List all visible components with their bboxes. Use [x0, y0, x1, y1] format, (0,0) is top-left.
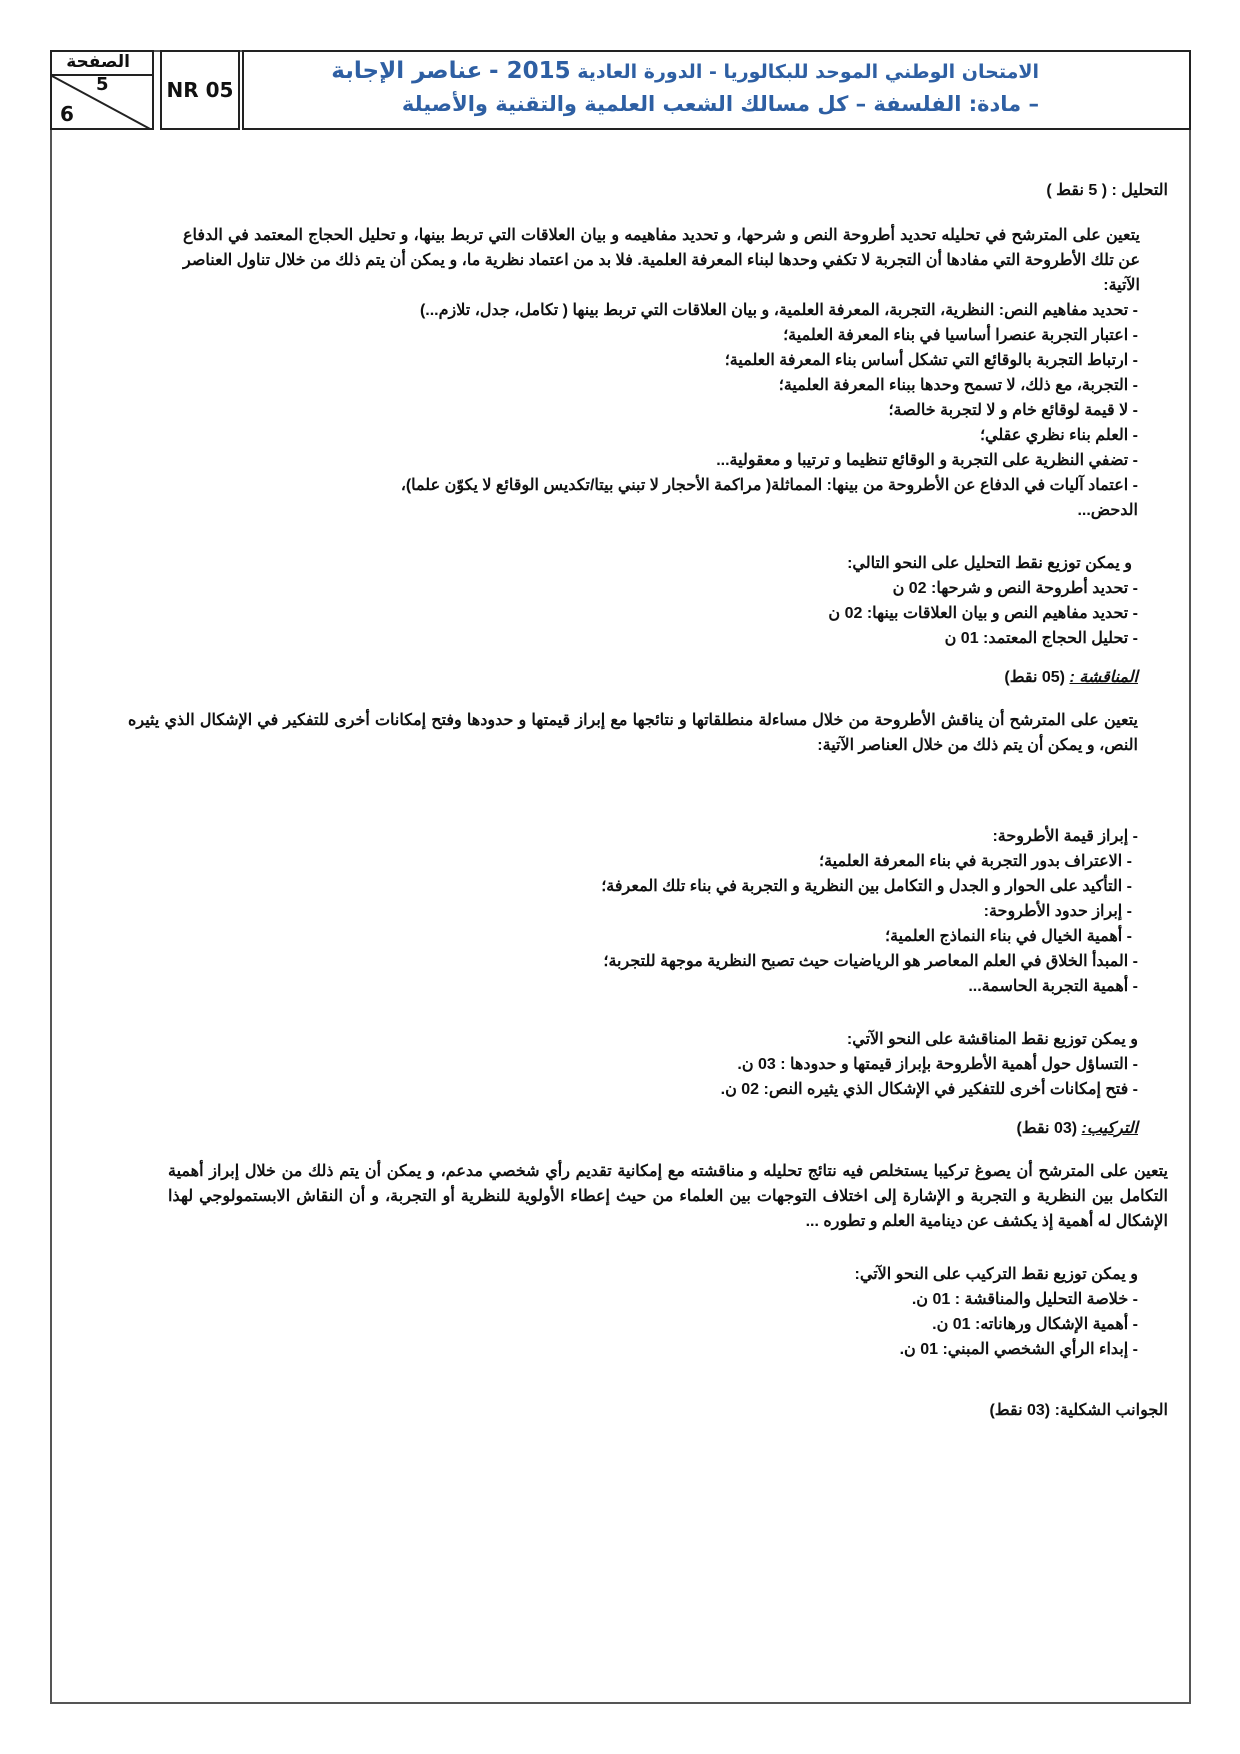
- formal-title: الجوانب الشكلية:: [1054, 1402, 1168, 1419]
- distribution-item: - تحليل الحجاج المعتمد: 01 ن: [944, 630, 1138, 647]
- header-title-line1: [331, 58, 1039, 84]
- distribution-intro: و يمكن توزيع نقط التحليل على النحو التالي:: [847, 555, 1132, 572]
- analysis-items: [168, 298, 1138, 523]
- list-item: - تضفي النظرية على التجربة و الوقائع تنظيما و ترتيبا و معقولية...: [716, 452, 1138, 469]
- page-label: الصفحة: [66, 52, 130, 72]
- analysis-points: ( 5 نقط ): [1046, 182, 1108, 199]
- page-current: 5: [96, 74, 109, 95]
- analysis-paragraph: يتعين على المترشح في تحليله تحديد أطروحة النص و شرحها، و تحديد مفاهيمه و بيان العلاقات التي تربط بينها، و تحليل الحجاج المعتمد في الدفاع عن تلك الأطروحة التي مفادها أن التجربة لا تكفي وحدها لبناء المعرفة العلمية. فلا بد من اعتماد نظرية ما، و يمكن أن يتم ذلك من خلال تناول العناصر الآتية:: [183, 227, 1140, 294]
- discussion-items: [168, 824, 1138, 999]
- discussion-title: المناقشة :: [1069, 669, 1138, 686]
- list-item: - ارتباط التجربة بالوقائع التي تشكل أساس بناء المعرفة العلمية؛: [724, 352, 1138, 369]
- distribution-item: - خلاصة التحليل والمناقشة : 01 ن.: [911, 1291, 1138, 1308]
- title-suffix: عناصر الإجابة: [331, 58, 483, 84]
- analysis-distribution: [168, 551, 1138, 651]
- distribution-item: - فتح إمكانات أخرى للتفكير في الإشكال الذي يثيره النص: 02 ن.: [720, 1081, 1138, 1098]
- list-item: - اعتبار التجربة عنصرا أساسيا في بناء المعرفة العلمية؛: [783, 327, 1138, 344]
- list-item: - إبراز قيمة الأطروحة:: [992, 828, 1138, 845]
- analysis-heading: [168, 178, 1168, 203]
- distribution-item: - أهمية الإشكال ورهاناته: 01 ن.: [932, 1316, 1138, 1333]
- list-item: - المبدأ الخلاق في العلم المعاصر هو الرياضيات حيث تصبح النظرية موجهة للتجربة؛: [603, 953, 1138, 970]
- discussion-paragraph: يتعين على المترشح أن يناقش الأطروحة من خلال مساءلة منطلقاتها و نتائجها مع إبراز قيمتها و حدودها وفتح إمكانات أخرى للتفكير في الإشكال الذي يثيره النص، و يمكن أن يتم ذلك من خلال العناصر الآتية:: [128, 712, 1138, 754]
- page-number-box: [50, 50, 154, 130]
- list-item: - التجربة، مع ذلك، لا تسمح وحدها ببناء المعرفة العلمية؛: [778, 377, 1138, 394]
- distribution-item: - تحديد مفاهيم النص و بيان العلاقات بينها: 02 ن: [828, 605, 1138, 622]
- list-item: - الاعتراف بدور التجربة في بناء المعرفة العلمية؛: [819, 853, 1132, 870]
- list-item: - إبراز حدود الأطروحة:: [983, 903, 1132, 920]
- discussion-heading: [168, 665, 1138, 690]
- list-item: - لا قيمة لوقائع خام و لا لتجربة خالصة؛: [888, 402, 1138, 419]
- title-year: 2015 -: [489, 58, 571, 84]
- discussion-distribution: [168, 1027, 1138, 1102]
- discussion-points: (05 نقط): [1004, 669, 1065, 686]
- list-item: - اعتماد آليات في الدفاع عن الأطروحة من بينها: المماثلة( مراكمة الأحجار لا تبني بيتا/تكديس الوقائع لا يكوّن علما)، الدحض...: [400, 477, 1138, 519]
- distribution-intro: و يمكن توزيع نقط المناقشة على النحو الآتي:: [846, 1031, 1138, 1048]
- analysis-title: التحليل :: [1111, 182, 1168, 199]
- list-item: - العلم بناء نظري عقلي؛: [979, 427, 1138, 444]
- formal-heading: [168, 1398, 1168, 1423]
- distribution-item: - التساؤل حول أهمية الأطروحة بإبراز قيمتها و حدودها : 03 ن.: [737, 1056, 1138, 1073]
- header-title-box: [242, 50, 1191, 130]
- synthesis-heading: [168, 1116, 1138, 1141]
- synthesis-points: (03 نقط): [1016, 1120, 1078, 1137]
- formal-points: (03 نقط): [989, 1402, 1051, 1419]
- page-total: 6: [60, 102, 74, 126]
- header-title-line2: – مادة: الفلسفة – كل مسالك الشعب العلمية والتقنية والأصيلة: [401, 92, 1039, 116]
- synthesis-distribution: [168, 1262, 1138, 1362]
- title-prefix: الامتحان الوطني الموحد للبكالوريا - الدورة العادية: [577, 61, 1039, 83]
- list-item: - التأكيد على الحوار و الجدل و التكامل بين النظرية و التجربة في بناء تلك المعرفة؛: [601, 878, 1132, 895]
- synthesis-paragraph: يتعين على المترشح أن يصوغ تركيبا يستخلص فيه نتائج تحليله و مناقشته مع إمكانية تقديم رأي شخصي مدعم، و يمكن أن يتم ذلك من خلال إبراز أهمية التكامل بين النظرية و التجربة و الإشارة إلى اختلاف التوجهات بين العلماء من حيث إعطاء الأولوية للنظرية أو التجربة، و أن النقاش الابستمولوجي لهذا الإشكال له أهمية إذ يكشف عن دينامية العلم و تطوره ...: [168, 1163, 1169, 1230]
- distribution-item: - إبداء الرأي الشخصي المبني: 01 ن.: [899, 1341, 1138, 1358]
- list-item: - تحديد مفاهيم النص: النظرية، التجربة، المعرفة العلمية، و بيان العلاقات التي تربط بينها ( تكامل، جدل، تلازم...): [419, 302, 1138, 319]
- list-item: - أهمية الخيال في بناء النماذج العلمية؛: [885, 928, 1132, 945]
- list-item: - أهمية التجربة الحاسمة...: [968, 978, 1138, 995]
- synthesis-title: التركيب:: [1081, 1120, 1138, 1137]
- distribution-intro: و يمكن توزيع نقط التركيب على النحو الآتي:: [854, 1266, 1138, 1283]
- distribution-item: - تحديد أطروحة النص و شرحها: 02 ن: [892, 580, 1138, 597]
- document-body: [128, 178, 1169, 1423]
- exam-code: NR 05: [160, 50, 240, 130]
